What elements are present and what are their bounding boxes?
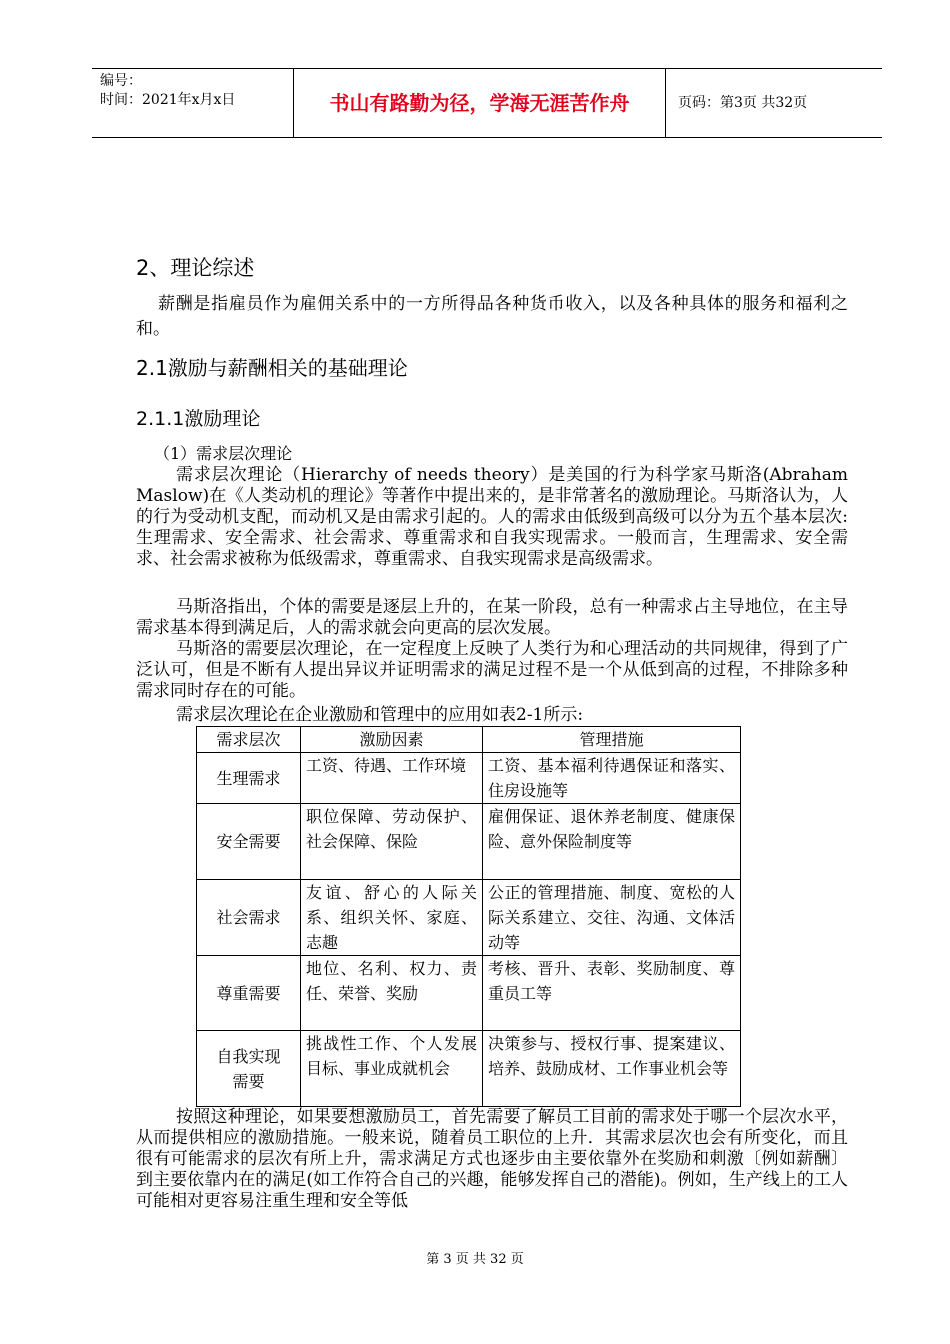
table-cell-level: 社会需求 <box>197 880 301 956</box>
table-cell-level: 生理需求 <box>197 753 301 804</box>
subsection-heading: 2.1激励与薪酬相关的基础理论 <box>136 356 408 380</box>
table-cell-measures: 考核、晋升、表彰、奖励制度、尊重员工等 <box>483 956 741 1031</box>
page-header <box>92 68 882 138</box>
table-cell-factors: 挑战性工作、个人发展目标、事业成就机会 <box>301 1031 483 1107</box>
table-cell-measures: 决策参与、授权行事、提案建议、培养、鼓励成材、工作事业机会等 <box>483 1031 741 1107</box>
table-header-row <box>197 727 741 753</box>
table-cell-level: 尊重需要 <box>197 956 301 1031</box>
page-footer: 第 3 页 共 32 页 <box>426 1252 524 1267</box>
paragraph-hierarchy: 需求层次理论（Hierarchy of needs theory）是美国的行为科学家马斯洛(Abraham Maslow)在《人类动机的理论》等著作中提出来的，是非常著名的激励理论。马斯洛认为，人的行为受动机支配，而动机又是由需求引起的。人的需求由低级到高级可以分为五个基本层次:生理需求、安全需求、社会需求、尊重需求和自我实现需求。一般而言，生理需求、安全需求、社会需求被称为低级需求，尊重需求、自我实现需求是高级需求。 <box>136 465 848 569</box>
table-row <box>197 1031 741 1107</box>
needs-table <box>196 726 741 1107</box>
document-date: 时间：2021年x月x日 <box>100 92 236 108</box>
table-cell-measures: 公正的管理措施、制度、宽松的人际关系建立、交往、沟通、文体活动等 <box>483 880 741 956</box>
table-cell-measures: 雇佣保证、退休养老制度、健康保险、意外保险制度等 <box>483 804 741 880</box>
header-motto: 书山有路勤为径，学海无涯苦作舟 <box>293 69 666 137</box>
section-heading: 2、理论综述 <box>136 256 255 280</box>
item-label: （1）需求层次理论 <box>154 444 293 463</box>
table-cell-factors: 友谊、舒心的人际关系、组织关怀、家庭、志趣 <box>301 880 483 956</box>
table-cell-level: 安全需要 <box>197 804 301 880</box>
table-row <box>197 804 741 880</box>
header-page-number: 页码：第3页 共32页 <box>678 95 808 111</box>
table-row <box>197 753 741 804</box>
subsubsection-heading: 2.1.1激励理论 <box>136 408 261 430</box>
table-cell-level: 自我实现需要 <box>197 1031 301 1107</box>
paragraph-table-intro: 需求层次理论在企业激励和管理中的应用如表2-1所示: <box>176 705 584 725</box>
document-id-label: 编号： <box>100 73 142 89</box>
table-cell-measures: 工资、基本福利待遇保证和落实、住房设施等 <box>483 753 741 804</box>
intro-paragraph: 薪酬是指雇员作为雇佣关系中的一方所得品各种货币收入，以及各种具体的服务和福利之和。 <box>136 294 848 339</box>
table-cell-factors: 职位保障、劳动保护、社会保障、保险 <box>301 804 483 880</box>
table-row <box>197 956 741 1031</box>
paragraph-maslow-theory: 马斯洛的需要层次理论，在一定程度上反映了人类行为和心理活动的共同规律，得到了广泛认可，但是不断有人提出异议并证明需求的满足过程不是一个从低到高的过程，不排除多种需求同时存在的可能。 <box>136 639 848 701</box>
table-header-cell: 管理措施 <box>483 727 741 753</box>
table-cell-factors: 地位、名利、权力、责任、荣誉、奖励 <box>301 956 483 1031</box>
paragraph-maslow-point: 马斯洛指出，个体的需要是逐层上升的，在某一阶段，总有一种需求占主导地位，在主导需求基本得到满足后，人的需求就会向更高的层次发展。 <box>136 597 848 638</box>
header-meta <box>92 69 293 137</box>
table-header-cell: 需求层次 <box>197 727 301 753</box>
paragraph-application: 按照这种理论，如果要想激励员工，首先需要了解员工目前的需求处于哪一个层次水平，从而提供相应的激励措施。一般来说，随着员工职位的上升．其需求层次也会有所变化，而且很有可能需求的层次有所上升，需求满足方式也逐步由主要依靠外在奖励和刺激〔例如薪酬〕到主要依靠内在的满足(如工作符合自己的兴趣，能够发挥自己的潜能)。例如，生产线上的工人可能相对更容易注重生理和安全等低 <box>136 1107 848 1211</box>
table-row <box>197 880 741 956</box>
table-cell-factors: 工资、待遇、工作环境 <box>301 753 483 804</box>
table-header-cell: 激励因素 <box>301 727 483 753</box>
